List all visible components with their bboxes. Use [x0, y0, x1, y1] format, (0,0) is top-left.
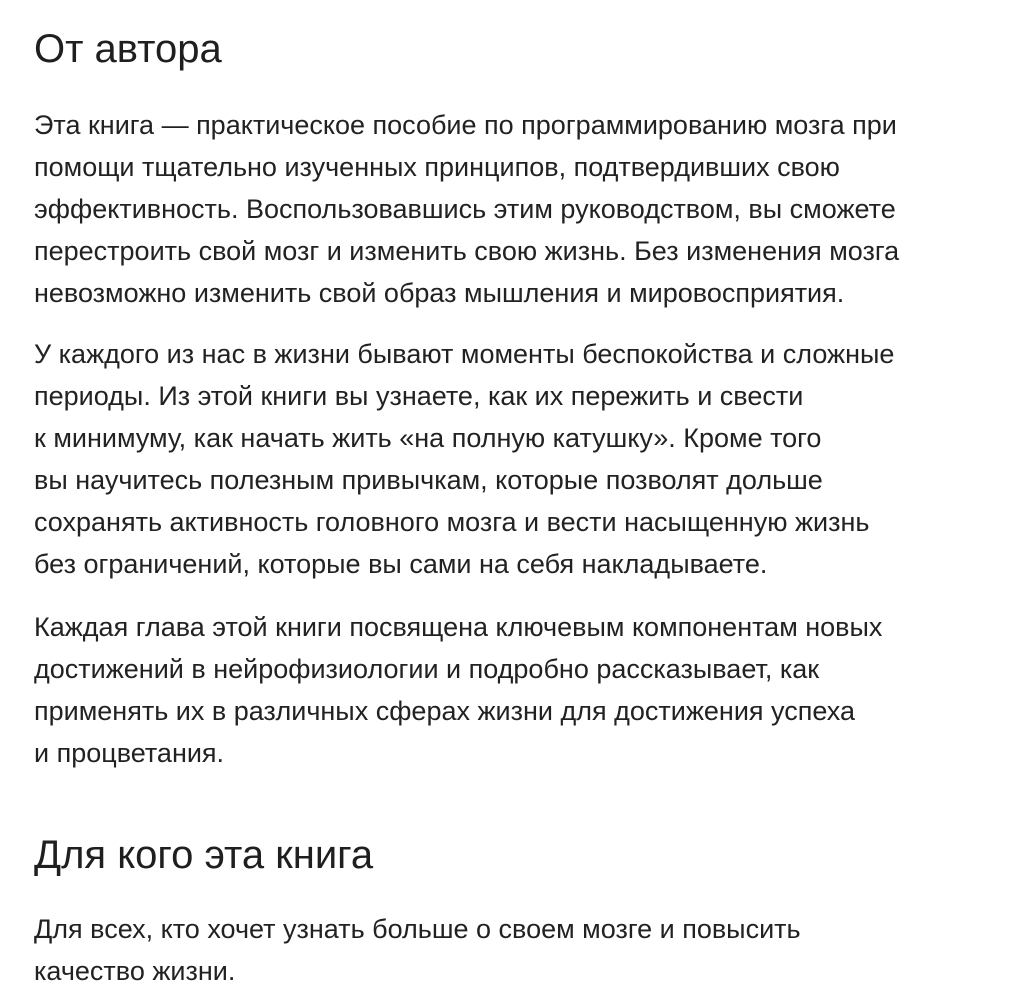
- paragraph: [34, 104, 899, 314]
- paragraph-line: сохранять активность головного мозга и вести насыщенную жизнь: [34, 507, 870, 537]
- section-heading-from-author: От автора: [34, 27, 222, 71]
- paragraph-line: перестроить свой мозг и изменить свою жизнь. Без изменения мозга: [34, 236, 900, 266]
- section-heading-target-audience: Для кого эта книга: [34, 833, 374, 877]
- paragraph-line: применять их в различных сферах жизни для достижения успеха: [34, 696, 855, 726]
- paragraph-line: и процветания.: [34, 738, 225, 768]
- paragraph: [34, 606, 882, 774]
- paragraph-line: периоды. Из этой книги вы узнаете, как их пережить и свести: [34, 381, 804, 411]
- paragraph-line: вы научитесь полезным привычкам, которые позволят дольше: [34, 465, 823, 495]
- paragraph-line: качество жизни.: [34, 956, 236, 986]
- paragraph-line: У каждого из нас в жизни бывают моменты беспокойства и сложные: [34, 339, 895, 369]
- paragraph-line: Эта книга — практическое пособие по программированию мозга при: [34, 110, 897, 140]
- paragraph-line: без ограничений, которые вы сами на себя накладываете.: [34, 549, 768, 579]
- paragraph-line: к минимуму, как начать жить «на полную катушку». Кроме того: [34, 423, 822, 453]
- paragraph: [34, 333, 894, 585]
- paragraph-line: эффективность. Воспользовавшись этим руководством, вы сможете: [34, 194, 896, 224]
- paragraph-line: Для всех, кто хочет узнать больше о своем мозге и повысить: [34, 914, 801, 944]
- paragraph-line: невозможно изменить свой образ мышления и мировосприятия.: [34, 278, 845, 308]
- paragraph-line: помощи тщательно изученных принципов, подтвердивших свою: [34, 152, 840, 182]
- paragraph: [34, 908, 801, 992]
- paragraph-line: достижений в нейрофизиологии и подробно рассказывает, как: [34, 654, 820, 684]
- paragraph-line: Каждая глава этой книги посвящена ключевым компонентам новых: [34, 612, 883, 642]
